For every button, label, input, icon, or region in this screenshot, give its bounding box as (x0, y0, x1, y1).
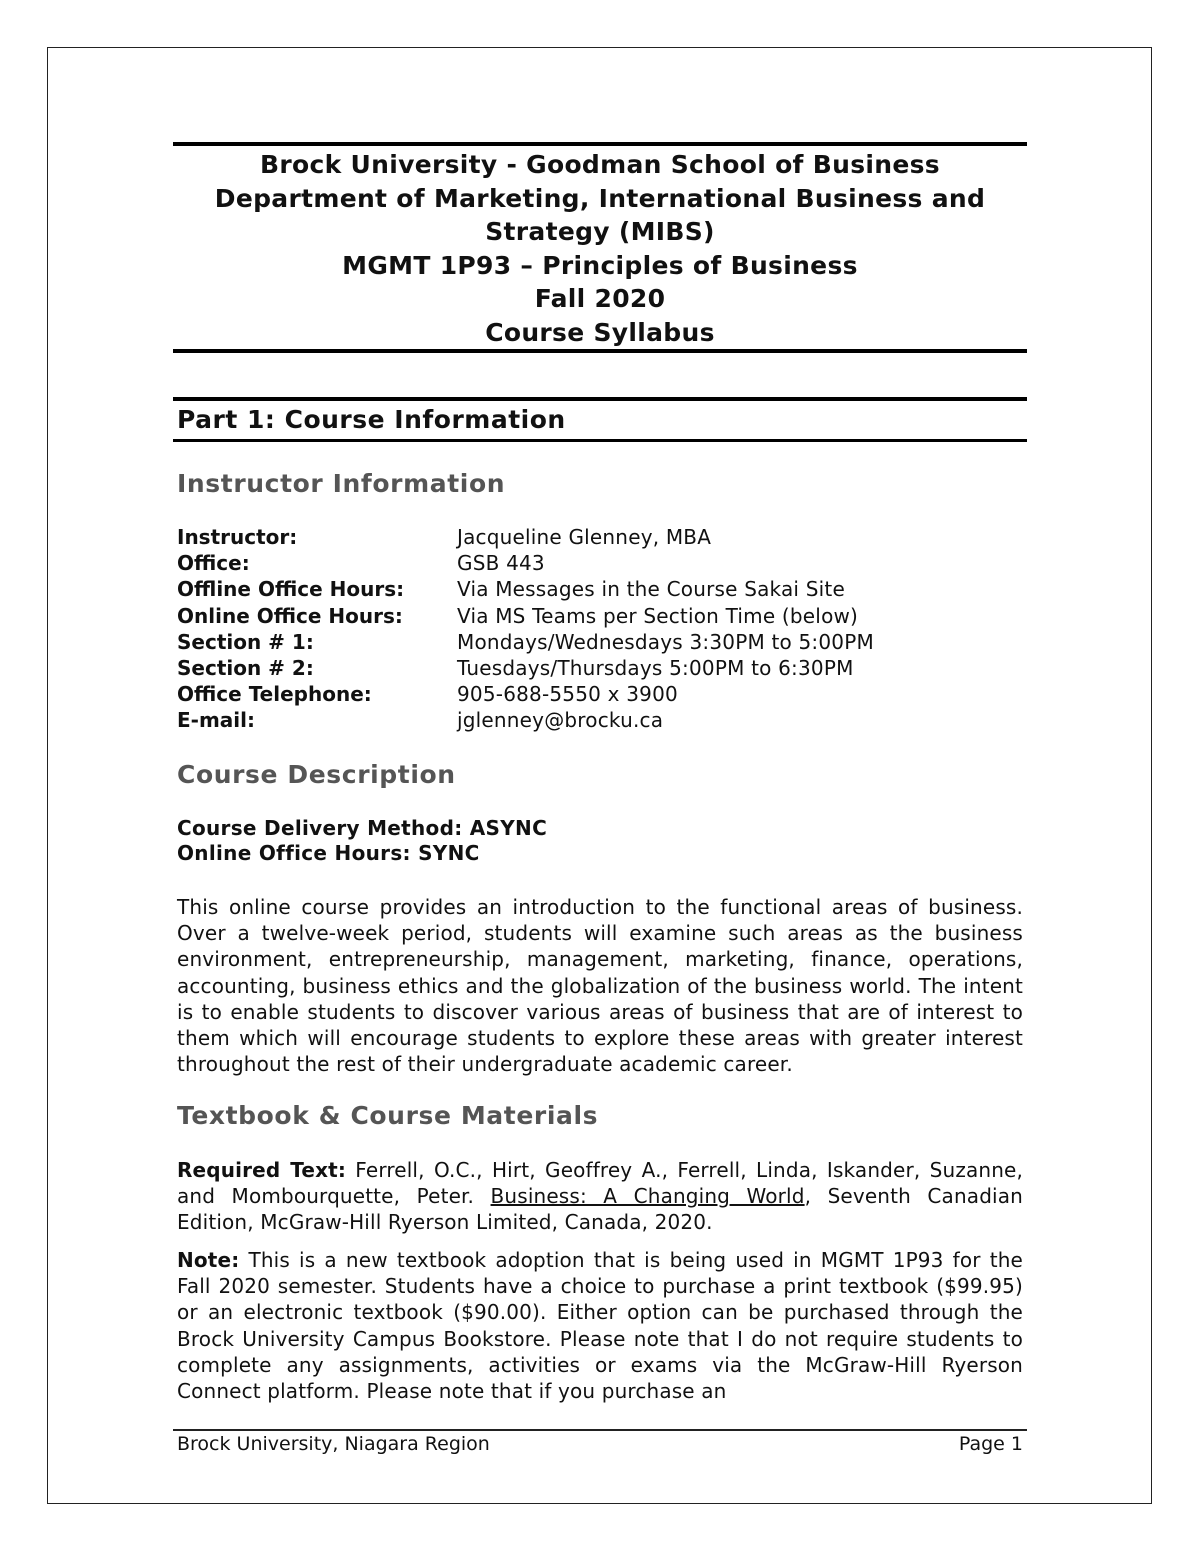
info-value: Via Messages in the Course Sakai Site (457, 577, 845, 602)
title-line-department: Department of Marketing, International Business and (214, 183, 986, 213)
page-number: Page 1 (958, 1433, 1023, 1455)
course-description-body: This online course provides an introduction to the functional areas of business. Over a twelve-week period, students will examine such areas as the business environment, entrepreneurship, management, marketing, finance, operations, accounting, business ethics and the globalization of the business world. The intent is to enable students to discover various areas of business that are of interest to them which will encourage students to explore these areas with greater interest throughout the rest of their undergraduate academic career. (177, 895, 1023, 1077)
info-label: Office Telephone: (177, 682, 372, 707)
info-row-online-hours (177, 603, 1027, 629)
course-description-heading: Course Description (177, 760, 456, 789)
info-value: Mondays/Wednesdays 3:30PM to 5:00PM (457, 629, 874, 654)
note-body: This is a new textbook adoption that is being used in MGMT 1P93 for the Fall 2020 semester. Students have a choice to purchase a print textbook ($99.95) or an electronic textbook ($90.00). Either option can be purchased through the Brock University Campus Bookstore. Please note that I do not require students to complete any assignments, activities or exams via the McGraw-Hill Ryerson Connect platform. Please note that if you purchase an (177, 1248, 1023, 1404)
info-value: Via MS Teams per Section Time (below) (457, 603, 859, 628)
title-line-term: Fall 2020 (534, 284, 666, 313)
delivery-method: Course Delivery Method: ASYNC (177, 816, 548, 840)
title-line-syllabus: Course Syllabus (485, 317, 715, 347)
info-label: E-mail: (177, 708, 256, 733)
delivery-info (177, 816, 547, 866)
info-label: Office: (177, 551, 250, 576)
part1-heading: Part 1: Course Information (177, 405, 566, 434)
footer-institution: Brock University, Niagara Region (177, 1433, 490, 1455)
title-line-university: Brock University - Goodman School of Business (260, 150, 940, 179)
book-title: Business: A Changing World (490, 1184, 805, 1209)
info-value: Tuesdays/Thursdays 5:00PM to 6:30PM (457, 656, 854, 681)
required-text-details: , Seventh Canadian Edition, McGraw-Hill Ryerson Limited, Canada, 2020. (177, 1184, 1023, 1235)
info-label: Section # 1: (177, 629, 314, 654)
info-row-section-2 (177, 655, 1027, 681)
info-label: Section # 2: (177, 656, 314, 681)
info-row-section-1 (177, 629, 1027, 655)
title-bottom-rule (173, 349, 1027, 353)
info-value: 905-688-5550 x 3900 (457, 682, 678, 707)
title-line-department-abbr: Strategy (MIBS) (485, 217, 715, 246)
note-label: Note: (177, 1248, 240, 1272)
info-label: Instructor: (177, 525, 298, 549)
info-row-telephone (177, 681, 1027, 707)
instructor-info-table (177, 524, 1027, 734)
title-line-course: MGMT 1P93 – Principles of Business (342, 250, 858, 280)
part1-bottom-rule (173, 439, 1027, 442)
part1-top-rule (173, 397, 1027, 401)
info-label: Online Office Hours: (177, 603, 403, 628)
footer-rule (173, 1429, 1027, 1431)
info-value: GSB 443 (457, 551, 545, 576)
email-value: jglenney@brocku.ca (457, 708, 664, 733)
info-row-offline-hours (177, 576, 1027, 602)
document-title (173, 148, 1027, 349)
info-value: Jacqueline Glenney, MBA (457, 525, 712, 549)
title-top-rule (173, 142, 1027, 146)
required-text-authors: Ferrell, O.C., Hirt, Geoffrey A., Ferrell, Linda, Iskander, Suzanne, and Mombourquette, Peter. (177, 1158, 1023, 1209)
instructor-info-heading: Instructor Information (177, 469, 506, 498)
textbook-note-paragraph (177, 1247, 1023, 1404)
info-row-office (177, 550, 1027, 576)
info-label: Offline Office Hours: (177, 577, 405, 602)
required-text-label: Required Text: (177, 1158, 346, 1182)
info-row-email (177, 707, 1027, 733)
required-text-paragraph (177, 1157, 1023, 1236)
textbook-heading: Textbook & Course Materials (177, 1101, 599, 1130)
info-row-instructor (177, 524, 1027, 550)
office-hours-mode: Online Office Hours: SYNC (177, 841, 480, 865)
